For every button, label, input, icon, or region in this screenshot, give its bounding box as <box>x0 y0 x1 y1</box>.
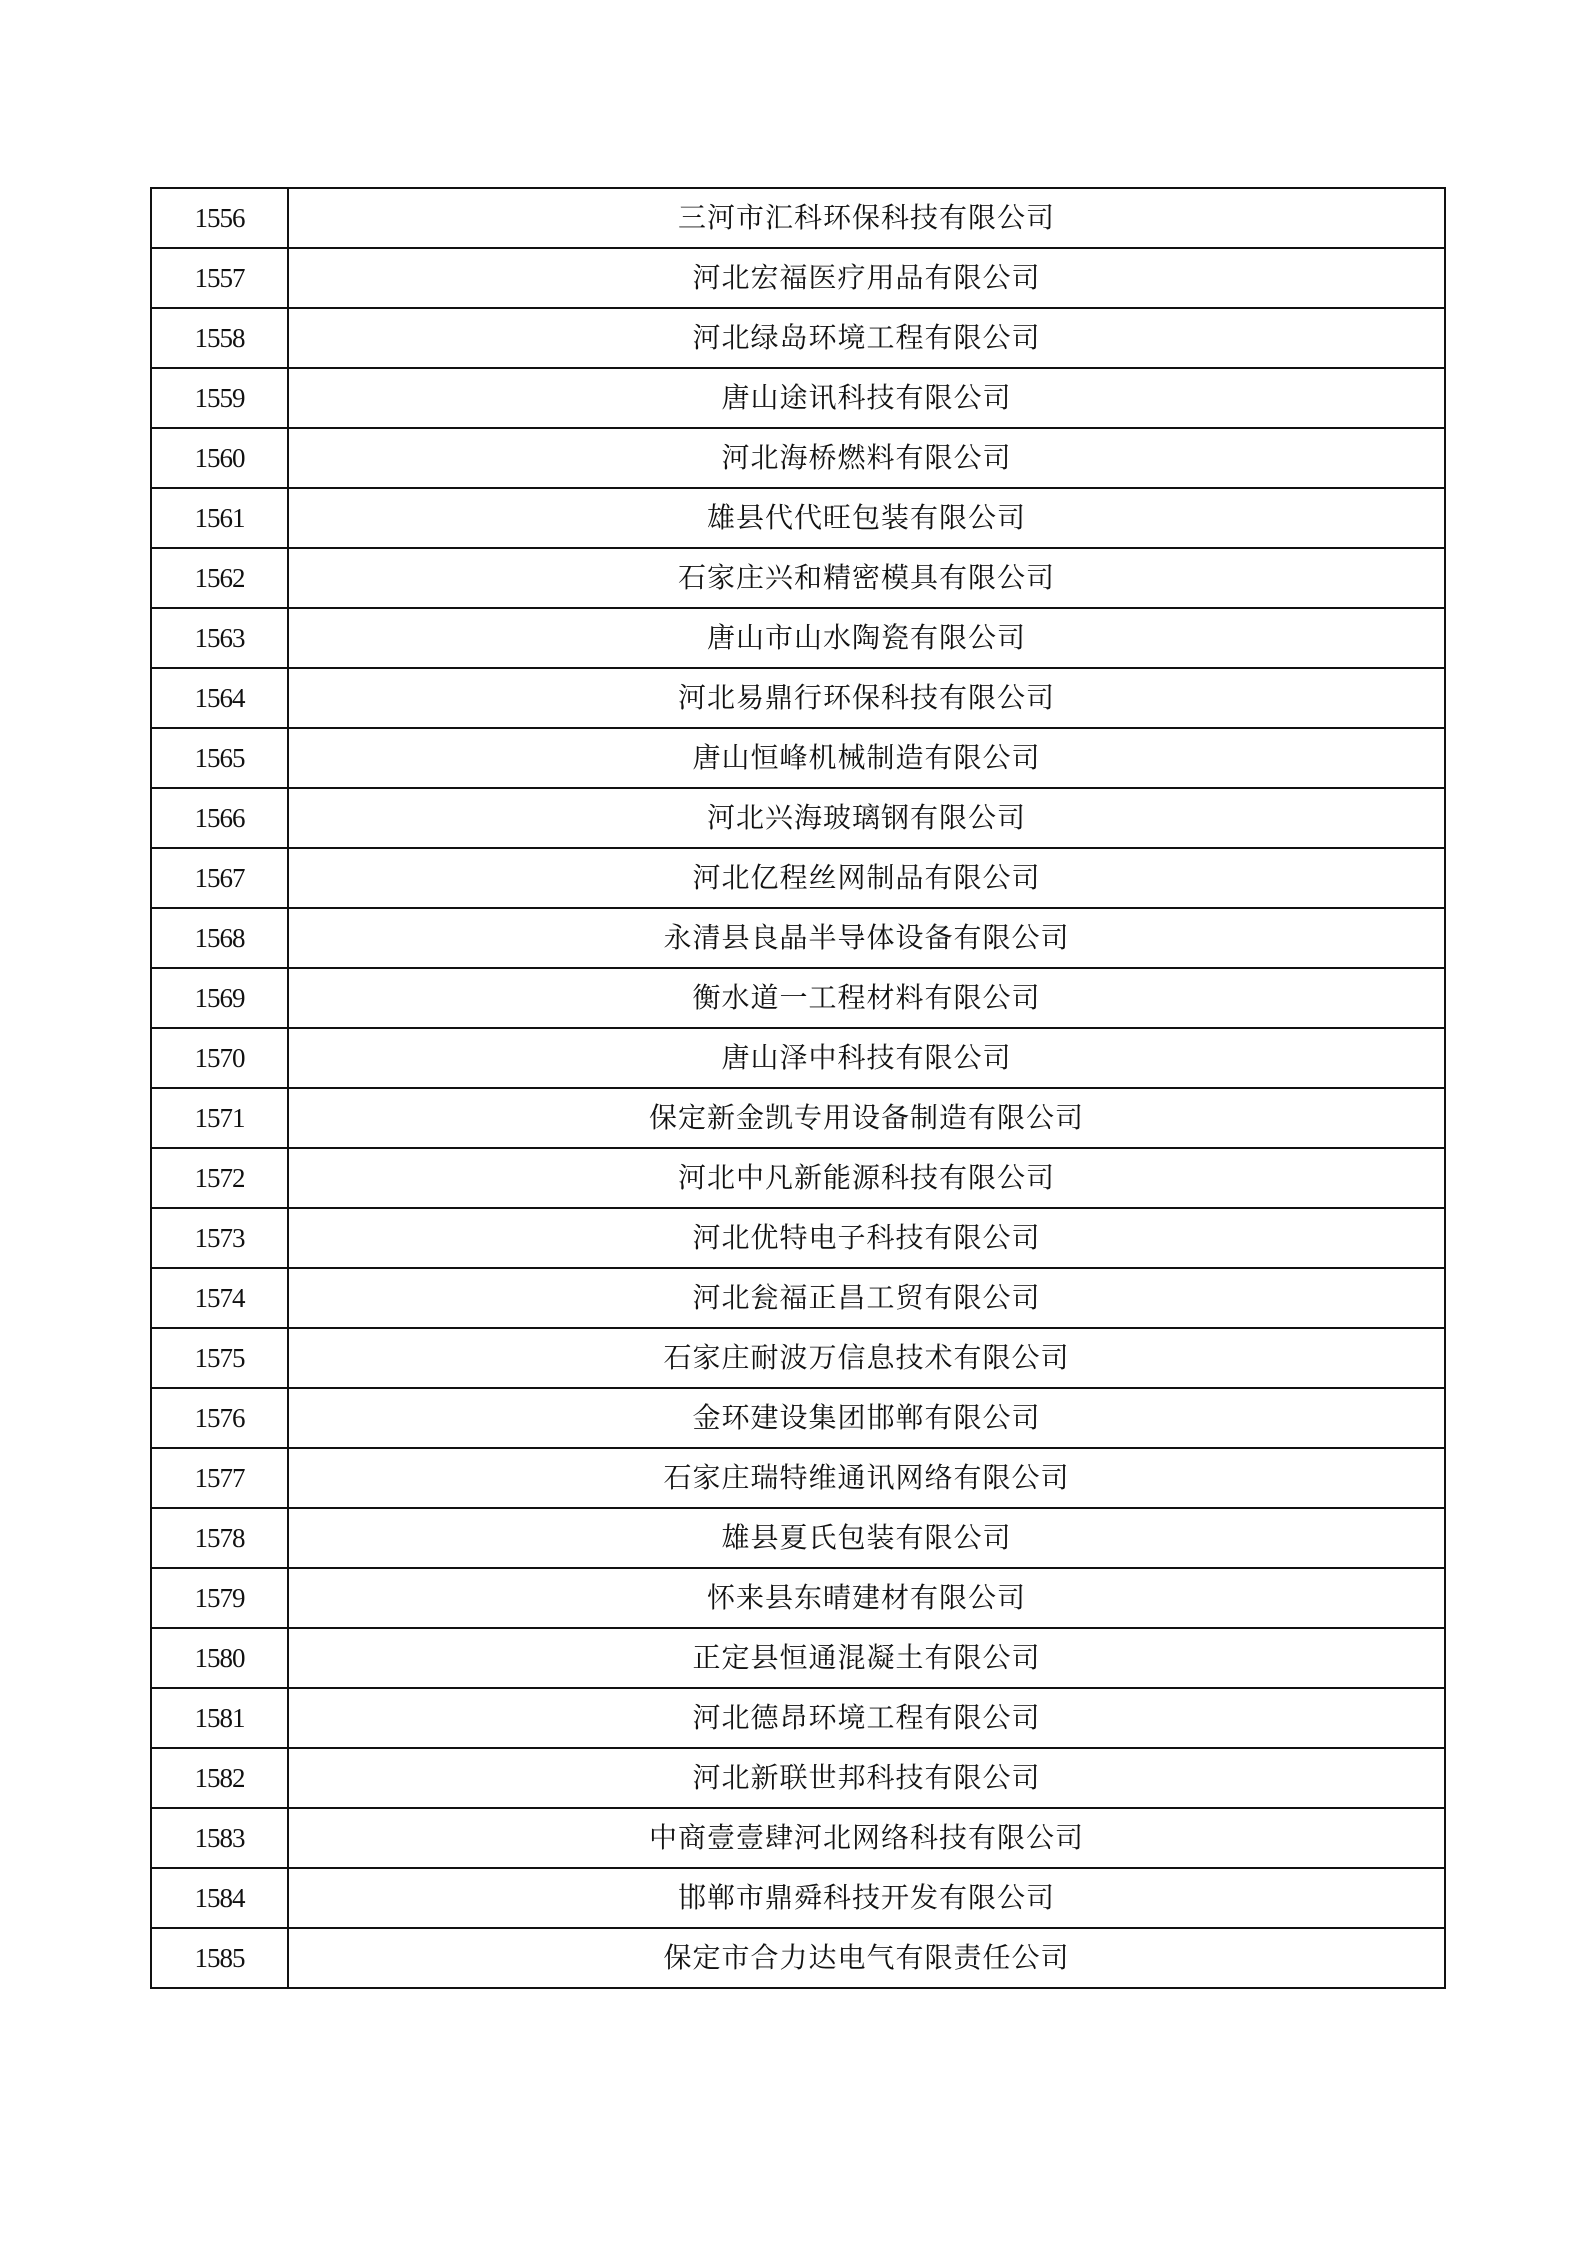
company-name: 保定市合力达电气有限责任公司 <box>288 1928 1445 1988</box>
company-name: 河北宏福医疗用品有限公司 <box>288 248 1445 308</box>
company-name: 唐山泽中科技有限公司 <box>288 1028 1445 1088</box>
row-number: 1564 <box>151 668 288 728</box>
row-number: 1585 <box>151 1928 288 1988</box>
table-row <box>151 728 1445 788</box>
row-number: 1576 <box>151 1388 288 1448</box>
row-number: 1565 <box>151 728 288 788</box>
table-row <box>151 1868 1445 1928</box>
table-row <box>151 188 1445 248</box>
table-row <box>151 1688 1445 1748</box>
row-number: 1583 <box>151 1808 288 1868</box>
company-name: 河北优特电子科技有限公司 <box>288 1208 1445 1268</box>
table-row <box>151 1088 1445 1148</box>
table-row <box>151 1628 1445 1688</box>
company-name: 石家庄耐波万信息技术有限公司 <box>288 1328 1445 1388</box>
company-name: 怀来县东晴建材有限公司 <box>288 1568 1445 1628</box>
company-name: 河北亿程丝网制品有限公司 <box>288 848 1445 908</box>
company-name: 雄县夏氏包装有限公司 <box>288 1508 1445 1568</box>
row-number: 1571 <box>151 1088 288 1148</box>
company-name: 三河市汇科环保科技有限公司 <box>288 188 1445 248</box>
table-row <box>151 308 1445 368</box>
row-number: 1573 <box>151 1208 288 1268</box>
company-name: 石家庄瑞特维通讯网络有限公司 <box>288 1448 1445 1508</box>
table-row <box>151 1508 1445 1568</box>
table-row <box>151 488 1445 548</box>
table-row <box>151 848 1445 908</box>
company-name: 正定县恒通混凝土有限公司 <box>288 1628 1445 1688</box>
company-name: 石家庄兴和精密模具有限公司 <box>288 548 1445 608</box>
table-row <box>151 428 1445 488</box>
company-list-table <box>150 187 1446 1989</box>
row-number: 1556 <box>151 188 288 248</box>
table-row <box>151 1748 1445 1808</box>
table-row <box>151 788 1445 848</box>
row-number: 1557 <box>151 248 288 308</box>
row-number: 1561 <box>151 488 288 548</box>
table-row <box>151 548 1445 608</box>
row-number: 1563 <box>151 608 288 668</box>
company-name: 雄县代代旺包装有限公司 <box>288 488 1445 548</box>
company-name: 唐山市山水陶瓷有限公司 <box>288 608 1445 668</box>
company-name: 河北兴海玻璃钢有限公司 <box>288 788 1445 848</box>
row-number: 1580 <box>151 1628 288 1688</box>
row-number: 1570 <box>151 1028 288 1088</box>
table-row <box>151 968 1445 1028</box>
table-body <box>151 188 1445 1988</box>
table-row <box>151 1388 1445 1448</box>
row-number: 1584 <box>151 1868 288 1928</box>
company-name: 河北中凡新能源科技有限公司 <box>288 1148 1445 1208</box>
table-row <box>151 1028 1445 1088</box>
table-row <box>151 1148 1445 1208</box>
row-number: 1577 <box>151 1448 288 1508</box>
company-name: 河北易鼎行环保科技有限公司 <box>288 668 1445 728</box>
company-name: 河北德昂环境工程有限公司 <box>288 1688 1445 1748</box>
company-name: 金环建设集团邯郸有限公司 <box>288 1388 1445 1448</box>
table-row <box>151 248 1445 308</box>
table-row <box>151 1568 1445 1628</box>
company-name: 河北绿岛环境工程有限公司 <box>288 308 1445 368</box>
row-number: 1579 <box>151 1568 288 1628</box>
row-number: 1582 <box>151 1748 288 1808</box>
company-name: 永清县良晶半导体设备有限公司 <box>288 908 1445 968</box>
company-name: 保定新金凯专用设备制造有限公司 <box>288 1088 1445 1148</box>
row-number: 1562 <box>151 548 288 608</box>
table-row <box>151 668 1445 728</box>
table-row <box>151 1448 1445 1508</box>
company-name: 邯郸市鼎舜科技开发有限公司 <box>288 1868 1445 1928</box>
row-number: 1569 <box>151 968 288 1028</box>
row-number: 1568 <box>151 908 288 968</box>
row-number: 1581 <box>151 1688 288 1748</box>
table-row <box>151 1808 1445 1868</box>
row-number: 1572 <box>151 1148 288 1208</box>
row-number: 1559 <box>151 368 288 428</box>
company-name: 唐山恒峰机械制造有限公司 <box>288 728 1445 788</box>
row-number: 1574 <box>151 1268 288 1328</box>
table-row <box>151 1208 1445 1268</box>
table-row <box>151 1328 1445 1388</box>
row-number: 1558 <box>151 308 288 368</box>
company-name: 唐山途讯科技有限公司 <box>288 368 1445 428</box>
table-row <box>151 1268 1445 1328</box>
table-row <box>151 1928 1445 1988</box>
row-number: 1566 <box>151 788 288 848</box>
row-number: 1567 <box>151 848 288 908</box>
company-name: 河北新联世邦科技有限公司 <box>288 1748 1445 1808</box>
company-name: 中商壹壹肆河北网络科技有限公司 <box>288 1808 1445 1868</box>
table-row <box>151 608 1445 668</box>
row-number: 1578 <box>151 1508 288 1568</box>
table-row <box>151 908 1445 968</box>
company-name: 河北瓮福正昌工贸有限公司 <box>288 1268 1445 1328</box>
table-row <box>151 368 1445 428</box>
row-number: 1575 <box>151 1328 288 1388</box>
row-number: 1560 <box>151 428 288 488</box>
company-name: 河北海桥燃料有限公司 <box>288 428 1445 488</box>
company-name: 衡水道一工程材料有限公司 <box>288 968 1445 1028</box>
